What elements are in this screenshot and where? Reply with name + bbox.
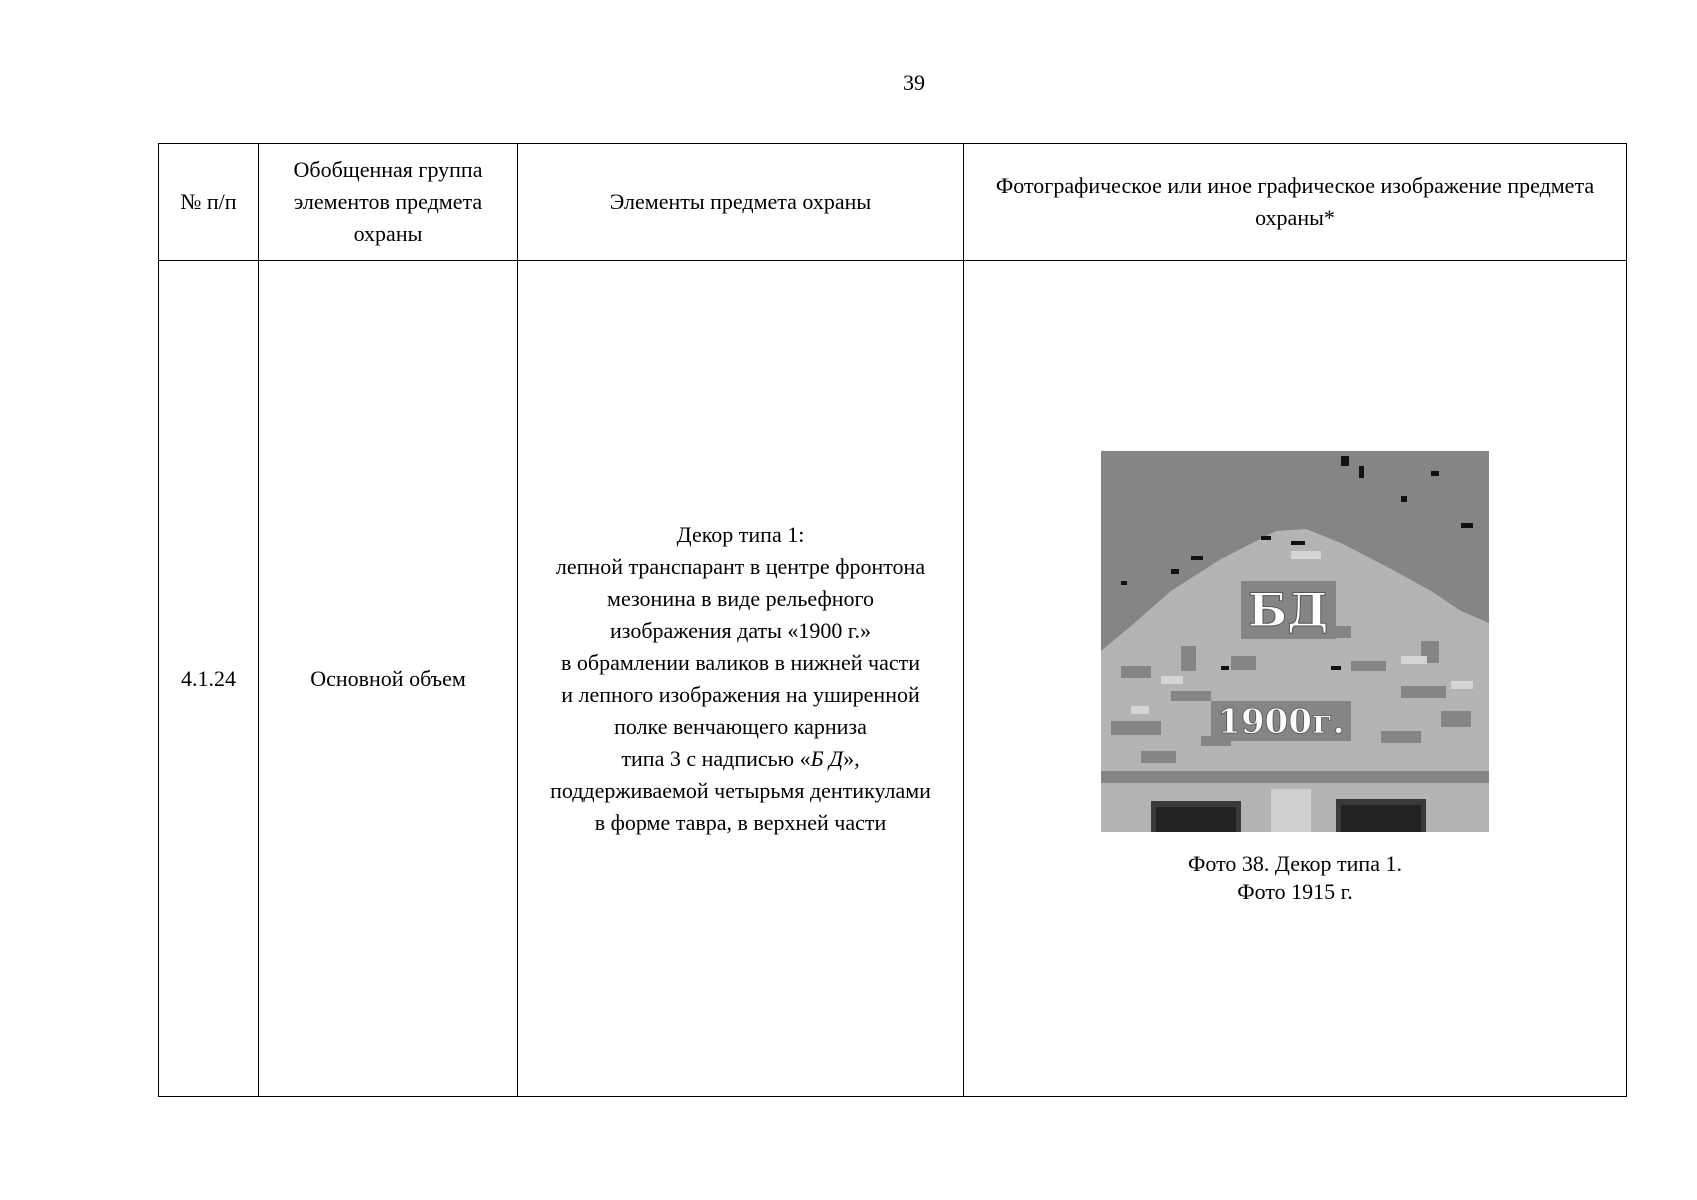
table-row [159,261,1627,1097]
description-line: поддерживаемой четырьмя дентикулами [550,777,931,803]
header-group: Обобщенная группа элементов предмета охраны [259,144,518,261]
description-line: Декор типа 1: [676,521,805,547]
photo-caption [1188,850,1402,906]
caption-line: Фото 38. Декор типа 1. [1188,851,1402,876]
description-line: в форме тавра, в верхней части [594,809,887,835]
inscription-text: Б Д [810,745,844,771]
photo-decor-image [1101,451,1489,832]
description-line: и лепного изображения на уширенной [561,681,920,707]
photo-figure [972,451,1618,906]
header-elements: Элементы предмета охраны [518,144,964,261]
description-line: полке венчающего карниза [614,713,867,739]
row-number: 4.1.24 [159,261,259,1097]
description-text: типа 3 с надписью « [621,745,811,771]
photo-decor-type-1 [1101,451,1489,832]
description-line: мезонина в виде рельефного [607,585,874,611]
description-text: », [843,745,860,771]
header-number: № п/п [159,144,259,261]
description-line: в обрамлении валиков в нижней части [560,649,921,675]
header-image: Фотографическое или иное графическое изображение предмета охраны* [964,144,1627,261]
table-header-row [159,144,1627,261]
row-description [518,261,964,1097]
caption-line: Фото 1915 г. [1237,879,1353,904]
description-line-inscription [526,743,955,775]
photo-monogram-text: БД [1247,583,1329,637]
row-group: Основной объем [259,261,518,1097]
row-image [964,261,1627,1097]
description-line: лепной транспарант в центре фронтона [555,553,926,579]
page-number: 39 [903,70,925,95]
heritage-elements-table [158,143,1627,1097]
description-line: изображения даты «1900 г.» [610,617,871,643]
photo-date-text: 1900г. [1217,702,1345,742]
